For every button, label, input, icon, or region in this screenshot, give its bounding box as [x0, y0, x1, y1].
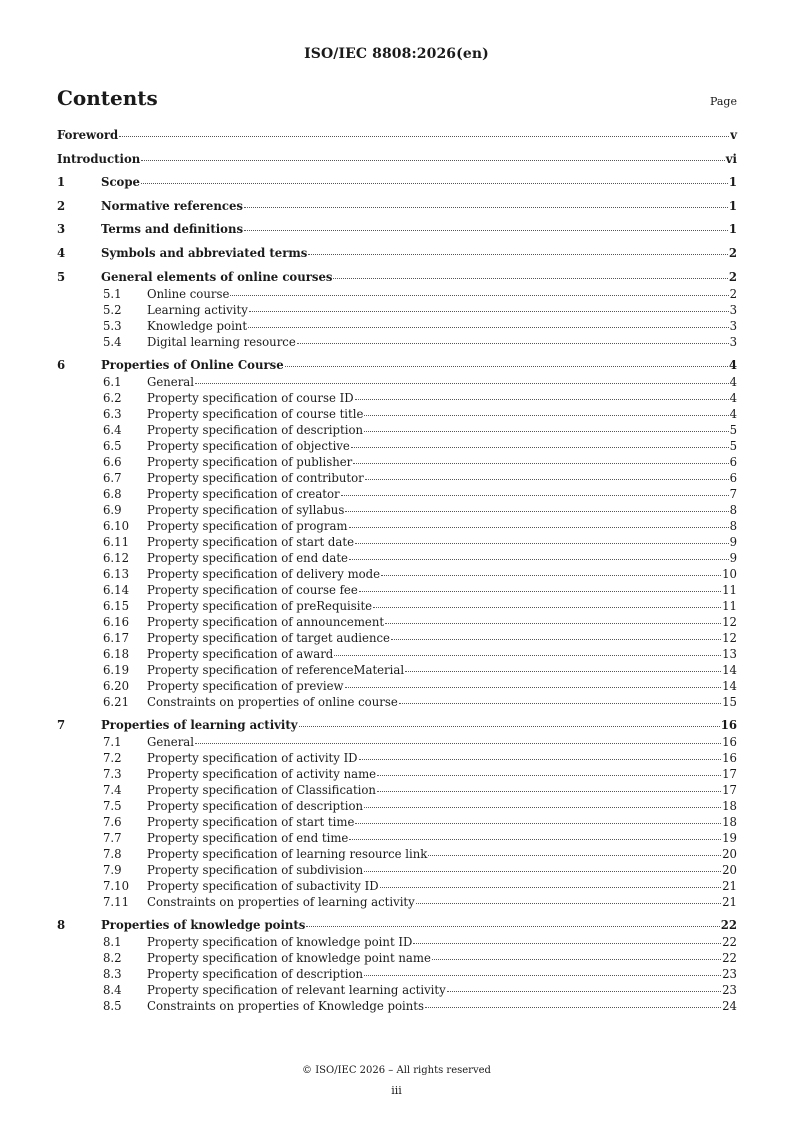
toc-subclause-entry[interactable]	[57, 735, 737, 751]
toc-entry-title[interactable]: Foreword	[57, 128, 119, 142]
toc-entry-number: 1	[57, 175, 66, 190]
toc-entry-page: 16	[722, 750, 737, 765]
toc-entry-title[interactable]: Terms and definitions	[101, 222, 244, 237]
page-number: iii	[391, 1084, 402, 1097]
toc-clause-entry[interactable]	[57, 718, 737, 734]
toc-entry-title[interactable]: Property specification of delivery mode	[147, 566, 381, 581]
toc-entry-page: 2	[728, 269, 737, 284]
toc-entry-page: 13	[722, 646, 737, 661]
dot-leader	[364, 431, 729, 432]
toc-subclause-entry[interactable]	[57, 407, 737, 423]
toc-entry-title[interactable]: Property specification of subdivision	[147, 862, 364, 877]
toc-entry-title[interactable]: Property specification of start date	[147, 534, 354, 549]
toc-entry-number: 7.9	[103, 862, 122, 877]
dot-leader	[355, 543, 729, 544]
toc-subclause-entry[interactable]	[57, 519, 737, 535]
dot-leader	[391, 639, 721, 640]
toc-subclause-entry[interactable]	[57, 487, 737, 503]
toc-entry-page: 22	[720, 918, 737, 933]
toc-entry-title[interactable]: Property specification of award	[147, 646, 334, 661]
toc-entry-number: 6.11	[103, 534, 130, 549]
dot-leader	[341, 495, 729, 496]
toc-entry-number: 8.3	[103, 967, 122, 982]
toc-clause-entry[interactable]	[57, 128, 737, 144]
dot-leader	[428, 855, 721, 856]
toc-entry-title[interactable]: Constraints on properties of Knowledge points	[147, 999, 424, 1014]
toc-entry-page: 3	[729, 334, 737, 349]
dot-leader	[355, 823, 721, 824]
toc-entry-title[interactable]: Online course	[147, 286, 230, 301]
toc-entry-page: 22	[722, 951, 737, 966]
toc-entry-title[interactable]: Scope	[101, 175, 140, 190]
toc-subclause-entry[interactable]	[57, 999, 737, 1015]
dot-leader	[345, 511, 728, 512]
toc-subclause-entry[interactable]	[57, 967, 737, 983]
toc-clause-entry[interactable]	[57, 358, 737, 374]
toc-entry-title[interactable]: General elements of online courses	[101, 269, 333, 284]
toc-entry-page: 14	[722, 678, 737, 693]
toc-subclause-entry[interactable]	[57, 983, 737, 999]
dot-leader	[365, 479, 729, 480]
dot-leader	[377, 775, 721, 776]
toc-subclause-entry[interactable]	[57, 335, 737, 351]
table-of-contents	[57, 128, 737, 1022]
toc-entry-page: 21	[722, 894, 737, 909]
toc-entry-page: 10	[722, 566, 737, 581]
toc-entry-number: 6	[57, 357, 66, 372]
dot-leader	[432, 959, 721, 960]
toc-subclause-entry[interactable]	[57, 935, 737, 951]
toc-entry-page: 12	[722, 630, 737, 645]
toc-entry-number: 7.6	[103, 814, 122, 829]
toc-entry-page: 20	[722, 846, 737, 861]
toc-entry-number: 8.1	[103, 935, 122, 950]
dot-leader	[349, 839, 721, 840]
toc-subclause-entry[interactable]	[57, 695, 737, 711]
toc-subclause-entry[interactable]	[57, 583, 737, 599]
toc-entry-number: 7.11	[103, 894, 130, 909]
toc-entry-title[interactable]: Property specification of course title	[147, 406, 364, 421]
dot-leader	[195, 383, 729, 384]
toc-subclause-entry[interactable]	[57, 647, 737, 663]
toc-subclause-entry[interactable]	[57, 879, 737, 895]
toc-entry-title[interactable]: Property specification of knowledge point ID	[147, 935, 413, 950]
toc-subclause-entry[interactable]	[57, 895, 737, 911]
document-identifier: ISO/IEC 8808:2026(en)	[304, 46, 489, 62]
toc-subclause-entry[interactable]	[57, 631, 737, 647]
dot-leader	[195, 743, 721, 744]
toc-entry-number: 6.20	[103, 678, 130, 693]
toc-subclause-entry[interactable]	[57, 287, 737, 303]
toc-entry-page: 17	[722, 782, 737, 797]
toc-entry-page: 4	[729, 374, 737, 389]
toc-entry-number: 6.16	[103, 614, 130, 629]
toc-subclause-entry[interactable]	[57, 863, 737, 879]
toc-entry-title[interactable]: Property specification of activity name	[147, 766, 377, 781]
toc-entry-title[interactable]: Property specification of start time	[147, 814, 355, 829]
toc-entry-number: 8.5	[103, 999, 122, 1014]
toc-entry-page: 18	[722, 814, 737, 829]
toc-subclause-entry[interactable]	[57, 615, 737, 631]
dot-leader	[230, 295, 728, 296]
dot-leader	[364, 975, 721, 976]
dot-leader	[306, 926, 719, 927]
toc-entry-title[interactable]: Property specification of end time	[147, 830, 349, 845]
dot-leader	[399, 703, 721, 704]
dot-leader	[249, 311, 729, 312]
toc-subclause-entry[interactable]	[57, 847, 737, 863]
toc-entry-number: 6.3	[103, 406, 122, 421]
toc-entry-title[interactable]: Property specification of activity ID	[147, 750, 358, 765]
toc-entry-number: 6.2	[103, 390, 122, 405]
dot-leader	[334, 655, 721, 656]
toc-entry-page: 4	[728, 357, 737, 372]
toc-entry-page: 17	[722, 766, 737, 781]
toc-entry-title[interactable]: Property specification of knowledge point name	[147, 951, 431, 966]
toc-entry-title[interactable]: Property specification of course fee	[147, 582, 358, 597]
toc-entry-title[interactable]: Knowledge point	[147, 318, 248, 333]
dot-leader	[385, 623, 721, 624]
toc-entry-title[interactable]: Digital learning resource	[147, 334, 296, 349]
toc-subclause-entry[interactable]	[57, 751, 737, 767]
toc-entry-title[interactable]: Property specification of relevant learning activity	[147, 983, 446, 998]
toc-subclause-entry[interactable]	[57, 551, 737, 567]
toc-entry-number: 5.1	[103, 286, 122, 301]
toc-entry-page: 2	[729, 286, 737, 301]
toc-subclause-entry[interactable]	[57, 391, 737, 407]
dot-leader	[377, 791, 721, 792]
toc-entry-title[interactable]: Learning activity	[147, 302, 248, 317]
toc-clause-entry[interactable]	[57, 199, 737, 215]
toc-entry-page: v	[730, 128, 737, 142]
dot-leader	[355, 399, 729, 400]
dot-leader	[119, 136, 729, 137]
toc-entry-number: 6.8	[103, 486, 122, 501]
toc-entry-page: 21	[722, 878, 737, 893]
toc-entry-page: 4	[729, 390, 737, 405]
toc-entry-title[interactable]: Property specification of subactivity ID	[147, 878, 379, 893]
toc-entry-page: 4	[729, 406, 737, 421]
toc-entry-title[interactable]: Property specification of description	[147, 422, 364, 437]
toc-entry-number: 8.4	[103, 983, 122, 998]
toc-clause-entry[interactable]	[57, 918, 737, 934]
toc-entry-page: 8	[729, 518, 737, 533]
dot-leader	[447, 991, 721, 992]
dot-leader	[380, 887, 722, 888]
toc-entry-number: 6.4	[103, 422, 122, 437]
toc-entry-title[interactable]: Property specification of learning resource link	[147, 846, 428, 861]
toc-entry-number: 7	[57, 717, 66, 732]
toc-entry-number: 6.21	[103, 694, 130, 709]
contents-header	[57, 86, 737, 110]
toc-clause-entry[interactable]	[57, 222, 737, 238]
dot-leader	[141, 160, 725, 161]
toc-entry-title[interactable]: Property specification of target audience	[147, 630, 390, 645]
toc-entry-title[interactable]: Normative references	[101, 198, 243, 213]
toc-entry-title[interactable]: Properties of learning activity	[101, 717, 298, 732]
toc-entry-page: 18	[722, 798, 737, 813]
toc-subclause-entry[interactable]	[57, 679, 737, 695]
toc-entry-page: 16	[722, 734, 737, 749]
toc-subclause-entry[interactable]	[57, 815, 737, 831]
toc-subclause-entry[interactable]	[57, 663, 737, 679]
contents-title: Contents	[57, 86, 158, 110]
dot-leader	[359, 591, 721, 592]
toc-entry-page: 8	[729, 502, 737, 517]
toc-entry-page: 1	[728, 198, 737, 213]
dot-leader	[345, 687, 722, 688]
toc-entry-number: 6.6	[103, 454, 122, 469]
toc-entry-title[interactable]: Introduction	[57, 151, 141, 166]
toc-entry-title[interactable]: Properties of knowledge points	[101, 918, 306, 933]
dot-leader	[425, 1007, 721, 1008]
dot-leader	[364, 415, 728, 416]
toc-entry-page: 22	[722, 935, 737, 950]
toc-entry-page: 6	[729, 454, 737, 469]
page-column-label: Page	[709, 95, 737, 108]
toc-entry-page: 16	[720, 717, 737, 732]
toc-subclause-entry[interactable]	[57, 423, 737, 439]
toc-entry-page: 7	[729, 486, 737, 501]
dot-leader	[381, 575, 721, 576]
dot-leader	[308, 254, 728, 255]
toc-entry-number: 6.18	[103, 646, 130, 661]
toc-subclause-entry[interactable]	[57, 831, 737, 847]
toc-entry-page: 11	[722, 582, 737, 597]
toc-entry-page: 20	[722, 862, 737, 877]
toc-entry-page: 1	[728, 222, 737, 237]
toc-entry-number: 5.4	[103, 334, 122, 349]
copyright-footer: © ISO/IEC 2026 – All rights reserved	[302, 1065, 491, 1076]
toc-entry-page: 23	[722, 967, 737, 982]
toc-entry-title[interactable]: Property specification of preRequisite	[147, 598, 373, 613]
dot-leader	[359, 759, 722, 760]
toc-entry-number: 6.5	[103, 438, 122, 453]
toc-entry-title[interactable]: Property specification of course ID	[147, 390, 354, 405]
dot-leader	[285, 366, 728, 367]
toc-entry-number: 5	[57, 269, 66, 284]
toc-entry-title[interactable]: Property specification of program	[147, 518, 348, 533]
dot-leader	[364, 871, 721, 872]
toc-entry-title[interactable]: Property specification of objective	[147, 438, 350, 453]
toc-entry-page: 12	[722, 614, 737, 629]
dot-leader	[353, 463, 728, 464]
dot-leader	[351, 447, 729, 448]
toc-entry-page: 3	[729, 318, 737, 333]
toc-entry-number: 7.10	[103, 878, 130, 893]
toc-entry-title[interactable]: Property specification of preview	[147, 678, 344, 693]
toc-entry-number: 6.9	[103, 502, 122, 517]
toc-entry-number: 5.2	[103, 302, 122, 317]
toc-subclause-entry[interactable]	[57, 599, 737, 615]
toc-entry-title[interactable]: Property specification of end date	[147, 550, 348, 565]
toc-entry-number: 6.1	[103, 374, 122, 389]
toc-entry-title[interactable]: Properties of Online Course	[101, 357, 284, 372]
dot-leader	[141, 183, 728, 184]
dot-leader	[333, 278, 727, 279]
toc-clause-entry[interactable]	[57, 246, 737, 262]
dot-leader	[416, 903, 721, 904]
toc-entry-number: 2	[57, 198, 66, 213]
toc-entry-page: 24	[722, 999, 737, 1014]
toc-entry-page: 9	[729, 534, 737, 549]
toc-entry-page: 6	[729, 470, 737, 485]
toc-entry-number: 6.7	[103, 470, 122, 485]
dot-leader	[349, 527, 729, 528]
dot-leader	[405, 671, 721, 672]
toc-entry-number: 6.15	[103, 598, 130, 613]
toc-entry-number: 5.3	[103, 318, 122, 333]
toc-entry-page: vi	[725, 151, 737, 166]
toc-entry-title[interactable]: Property specification of contributor	[147, 470, 364, 485]
toc-subclause-entry[interactable]	[57, 319, 737, 335]
toc-entry-title[interactable]: Property specification of announcement	[147, 614, 385, 629]
toc-entry-title[interactable]: Property specification of creator	[147, 486, 340, 501]
toc-entry-number: 3	[57, 222, 66, 237]
toc-entry-page: 23	[722, 983, 737, 998]
dot-leader	[373, 607, 721, 608]
toc-entry-number: 6.12	[103, 550, 130, 565]
toc-subclause-entry[interactable]	[57, 535, 737, 551]
toc-entry-page: 14	[722, 662, 737, 677]
toc-entry-number: 6.14	[103, 582, 130, 597]
toc-entry-number: 6.19	[103, 662, 130, 677]
toc-entry-number: 7.1	[103, 734, 122, 749]
toc-entry-page: 2	[728, 245, 737, 260]
toc-entry-page: 3	[729, 302, 737, 317]
toc-entry-title[interactable]: Property specification of syllabus	[147, 502, 345, 517]
toc-entry-number: 7.2	[103, 750, 122, 765]
toc-entry-title[interactable]: Property specification of Classification	[147, 782, 376, 797]
toc-subclause-entry[interactable]	[57, 471, 737, 487]
toc-entry-number: 8.2	[103, 951, 122, 966]
toc-entry-title[interactable]: Constraints on properties of learning activity	[147, 894, 415, 909]
toc-entry-number: 6.10	[103, 518, 130, 533]
toc-entry-number: 7.3	[103, 766, 122, 781]
toc-subclause-entry[interactable]	[57, 951, 737, 967]
dot-leader	[349, 559, 729, 560]
toc-entry-number: 7.8	[103, 846, 122, 861]
dot-leader	[248, 327, 729, 328]
toc-entry-number: 4	[57, 245, 66, 260]
toc-entry-number: 6.17	[103, 630, 130, 645]
toc-entry-page: 19	[722, 830, 737, 845]
toc-subclause-entry[interactable]	[57, 375, 737, 391]
toc-entry-page: 1	[728, 175, 737, 190]
toc-entry-page: 15	[722, 694, 737, 709]
toc-entry-number: 7.7	[103, 830, 122, 845]
dot-leader	[299, 726, 720, 727]
toc-subclause-entry[interactable]	[57, 503, 737, 519]
toc-entry-title[interactable]: General	[147, 734, 194, 749]
toc-entry-title[interactable]: Symbols and abbreviated terms	[101, 245, 308, 260]
toc-subclause-entry[interactable]	[57, 567, 737, 583]
toc-entry-page: 5	[729, 422, 737, 437]
toc-subclause-entry[interactable]	[57, 303, 737, 319]
toc-entry-page: 9	[729, 550, 737, 565]
dot-leader	[364, 807, 721, 808]
toc-entry-title[interactable]: Property specification of description	[147, 967, 364, 982]
toc-clause-entry[interactable]	[57, 175, 737, 191]
toc-entry-number: 7.5	[103, 798, 122, 813]
toc-entry-title[interactable]: Constraints on properties of online course	[147, 694, 398, 709]
dot-leader	[297, 343, 729, 344]
toc-subclause-entry[interactable]	[57, 767, 737, 783]
toc-subclause-entry[interactable]	[57, 783, 737, 799]
toc-entry-number: 7.4	[103, 782, 122, 797]
toc-entry-page: 5	[729, 438, 737, 453]
dot-leader	[413, 943, 721, 944]
dot-leader	[244, 230, 728, 231]
dot-leader	[244, 207, 728, 208]
toc-entry-title[interactable]: Property specification of referenceMaterial	[147, 662, 405, 677]
toc-subclause-entry[interactable]	[57, 455, 737, 471]
toc-clause-entry[interactable]	[57, 152, 737, 168]
toc-entry-title[interactable]: General	[147, 374, 194, 389]
toc-subclause-entry[interactable]	[57, 799, 737, 815]
toc-clause-entry[interactable]	[57, 270, 737, 286]
toc-entry-page: 11	[722, 598, 737, 613]
toc-subclause-entry[interactable]	[57, 439, 737, 455]
toc-entry-title[interactable]: Property specification of description	[147, 798, 364, 813]
toc-entry-number: 8	[57, 918, 66, 933]
toc-entry-number: 6.13	[103, 566, 130, 581]
toc-entry-title[interactable]: Property specification of publisher	[147, 454, 353, 469]
